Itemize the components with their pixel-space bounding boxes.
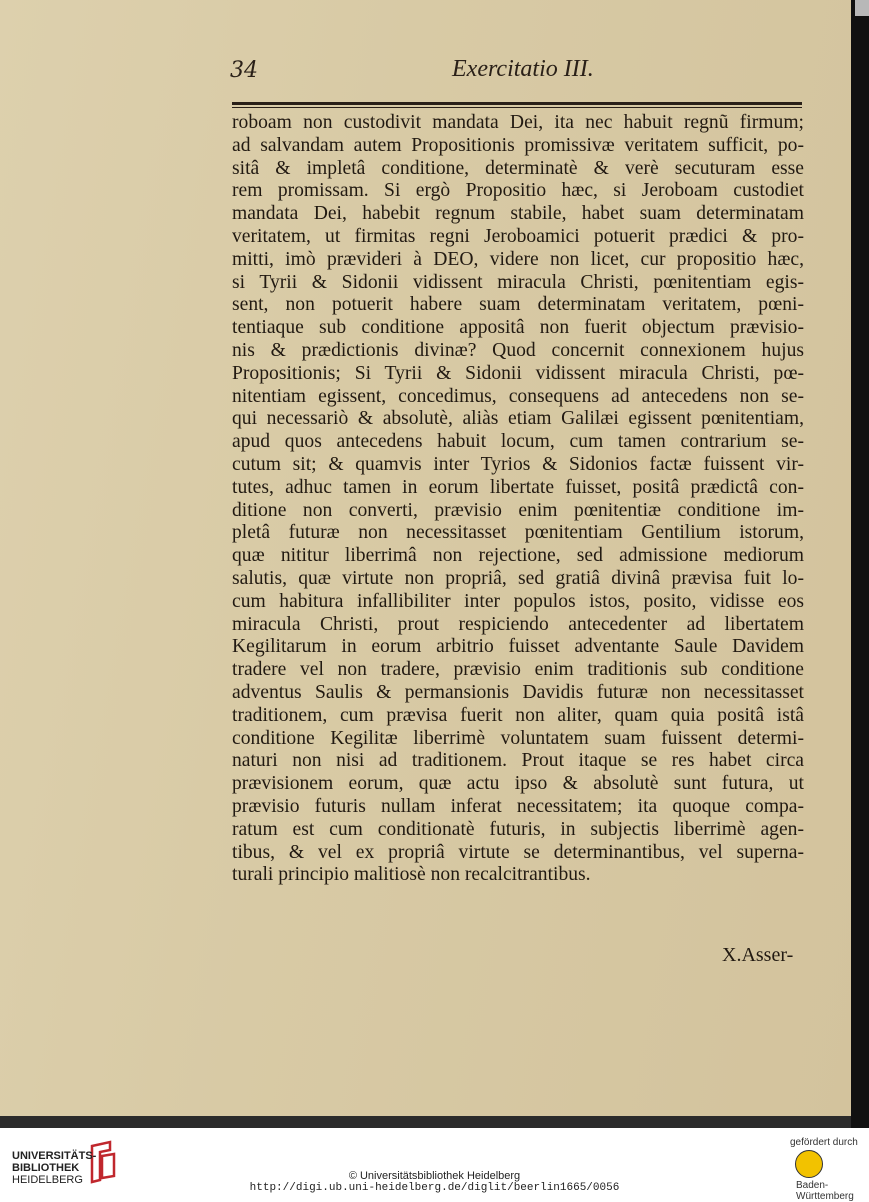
text-line: mandata Dei, habebit regnum stabile, habet suam determinatam <box>232 203 804 225</box>
text-line: roboam non custodivit mandata Dei, ita nec habuit regnũ firmum; <box>232 112 804 133</box>
text-line: ditione non converti, prævisio enim pœnitentiæ conditione im- <box>232 499 804 521</box>
funded-by-label: gefördert durch <box>790 1137 858 1148</box>
text-line: ad salvandam autem Propositionis promissivæ veritatem sufficit, po- <box>232 134 804 156</box>
text-line: rem promissam. Si ergò Propositio hæc, si Jeroboam custodiet <box>232 180 804 202</box>
library-line-2: BIBLIOTHEK <box>12 1162 80 1174</box>
text-line: turali principio malitiosè non recalcitrantibus. <box>232 864 591 886</box>
scan-edge <box>851 0 869 1128</box>
text-line: prævisio futuris nullam inferat necessitatem; ita quoque compa- <box>232 795 804 817</box>
state-seal-icon <box>795 1150 823 1178</box>
page-number: 34 <box>230 58 258 83</box>
text-line: veritatem, ut firmitas regni Jeroboamici potuerit prædici & pro- <box>232 225 804 247</box>
header-rule-thin <box>232 107 802 108</box>
catchword: X.Asser- <box>722 944 794 966</box>
running-title: Exercitatio III. <box>452 56 594 82</box>
body-text <box>232 112 804 887</box>
library-line-1: UNIVERSITÄTS- <box>12 1150 97 1162</box>
text-line: pletâ futuræ non necessitasset pœnitentiam Gentilium istorum, <box>232 522 804 544</box>
text-line: salutis, quæ virtute non propriâ, sed gratiâ divinâ prævisa fuit lo- <box>232 567 804 589</box>
scan-corner-marker <box>855 0 869 16</box>
library-line-3: HEIDELBERG <box>12 1174 83 1186</box>
text-line: traditionem, cum prævisa fuerit non aliter, quam quia positâ istâ <box>232 704 804 726</box>
text-line: sent, non potuerit habere suam determinatam veritatem, pœni- <box>232 294 804 316</box>
text-line: nis & prædictionis divinæ? Quod concernit connexionem hujus <box>232 339 804 361</box>
text-line: mitti, imò prævideri à DEO, videre non licet, cur propositio hæc, <box>232 248 804 270</box>
copyright-notice: © Universitätsbibliothek Heidelberg <box>348 1170 521 1182</box>
text-line: prævisionem eorum, quæ actu ipso & absolutè sunt futura, ut <box>232 773 804 795</box>
text-line: conditione Kegilitæ liberrimè voluntatem suam fuissent determi- <box>232 727 804 749</box>
text-line: tentiaque sub conditione appositâ non fuerit objectum prævisio- <box>232 317 804 339</box>
text-line: cum habitura infallibiliter inter populos istos, posito, vidisse eos <box>232 590 804 612</box>
text-line: qui necessariò & absolutè, aliàs etiam Galilæi egissent pœnitentiam, <box>232 408 804 430</box>
text-line: Kegilitarum in eorum arbitrio fuisset adventante Saule Davidem <box>232 636 804 658</box>
text-line: cutum sit; & quamvis inter Tyrios & Sidonios factæ fuissent vir- <box>232 453 804 475</box>
text-line: Propositionis; Si Tyrii & Sidonii vidissent miracula Christi, pœ- <box>232 362 804 384</box>
text-line: naturi non nisi ad traditionem. Prout itaque se res habet circa <box>232 750 804 772</box>
text-line: miracula Christi, prout respiciendo antecedenter ad libertatem <box>232 613 804 635</box>
text-line: ratum est cum conditionatè futuris, in subjectis liberrimè agen- <box>232 818 804 840</box>
text-line: tibus, & vel ex propriâ virtute se determinantibus, vel superna- <box>232 841 804 863</box>
funder-name: Baden-Württemberg <box>796 1180 854 1202</box>
text-line: tradere vel non tradere, prævisio enim traditionis sub conditione <box>232 659 804 681</box>
text-line: si Tyrii & Sidonii vidissent miracula Christi, pœnitentiam egis- <box>232 271 804 293</box>
text-line: sitâ & impletâ conditione, determinatè & verè secuturam esse <box>232 157 804 179</box>
text-line: nitentiam egissent, concedimus, consequens ad antecedens non se- <box>232 385 804 407</box>
header-rule <box>232 102 802 105</box>
text-line: adventus Saulis & permansionis Davidis futuræ non necessitasset <box>232 681 804 703</box>
text-line: tutes, adhuc tamen in eorum libertate fuisset, positâ prædictâ con- <box>232 476 804 498</box>
permalink[interactable]: http://digi.ub.uni-heidelberg.de/diglit/beerlin1665/0056 <box>249 1182 620 1194</box>
text-line: quæ nititur liberrimâ non rejectione, sed admissione mediorum <box>232 545 804 567</box>
text-line: apud quos antecedens habuit locum, cum tamen contrarium se- <box>232 431 804 453</box>
